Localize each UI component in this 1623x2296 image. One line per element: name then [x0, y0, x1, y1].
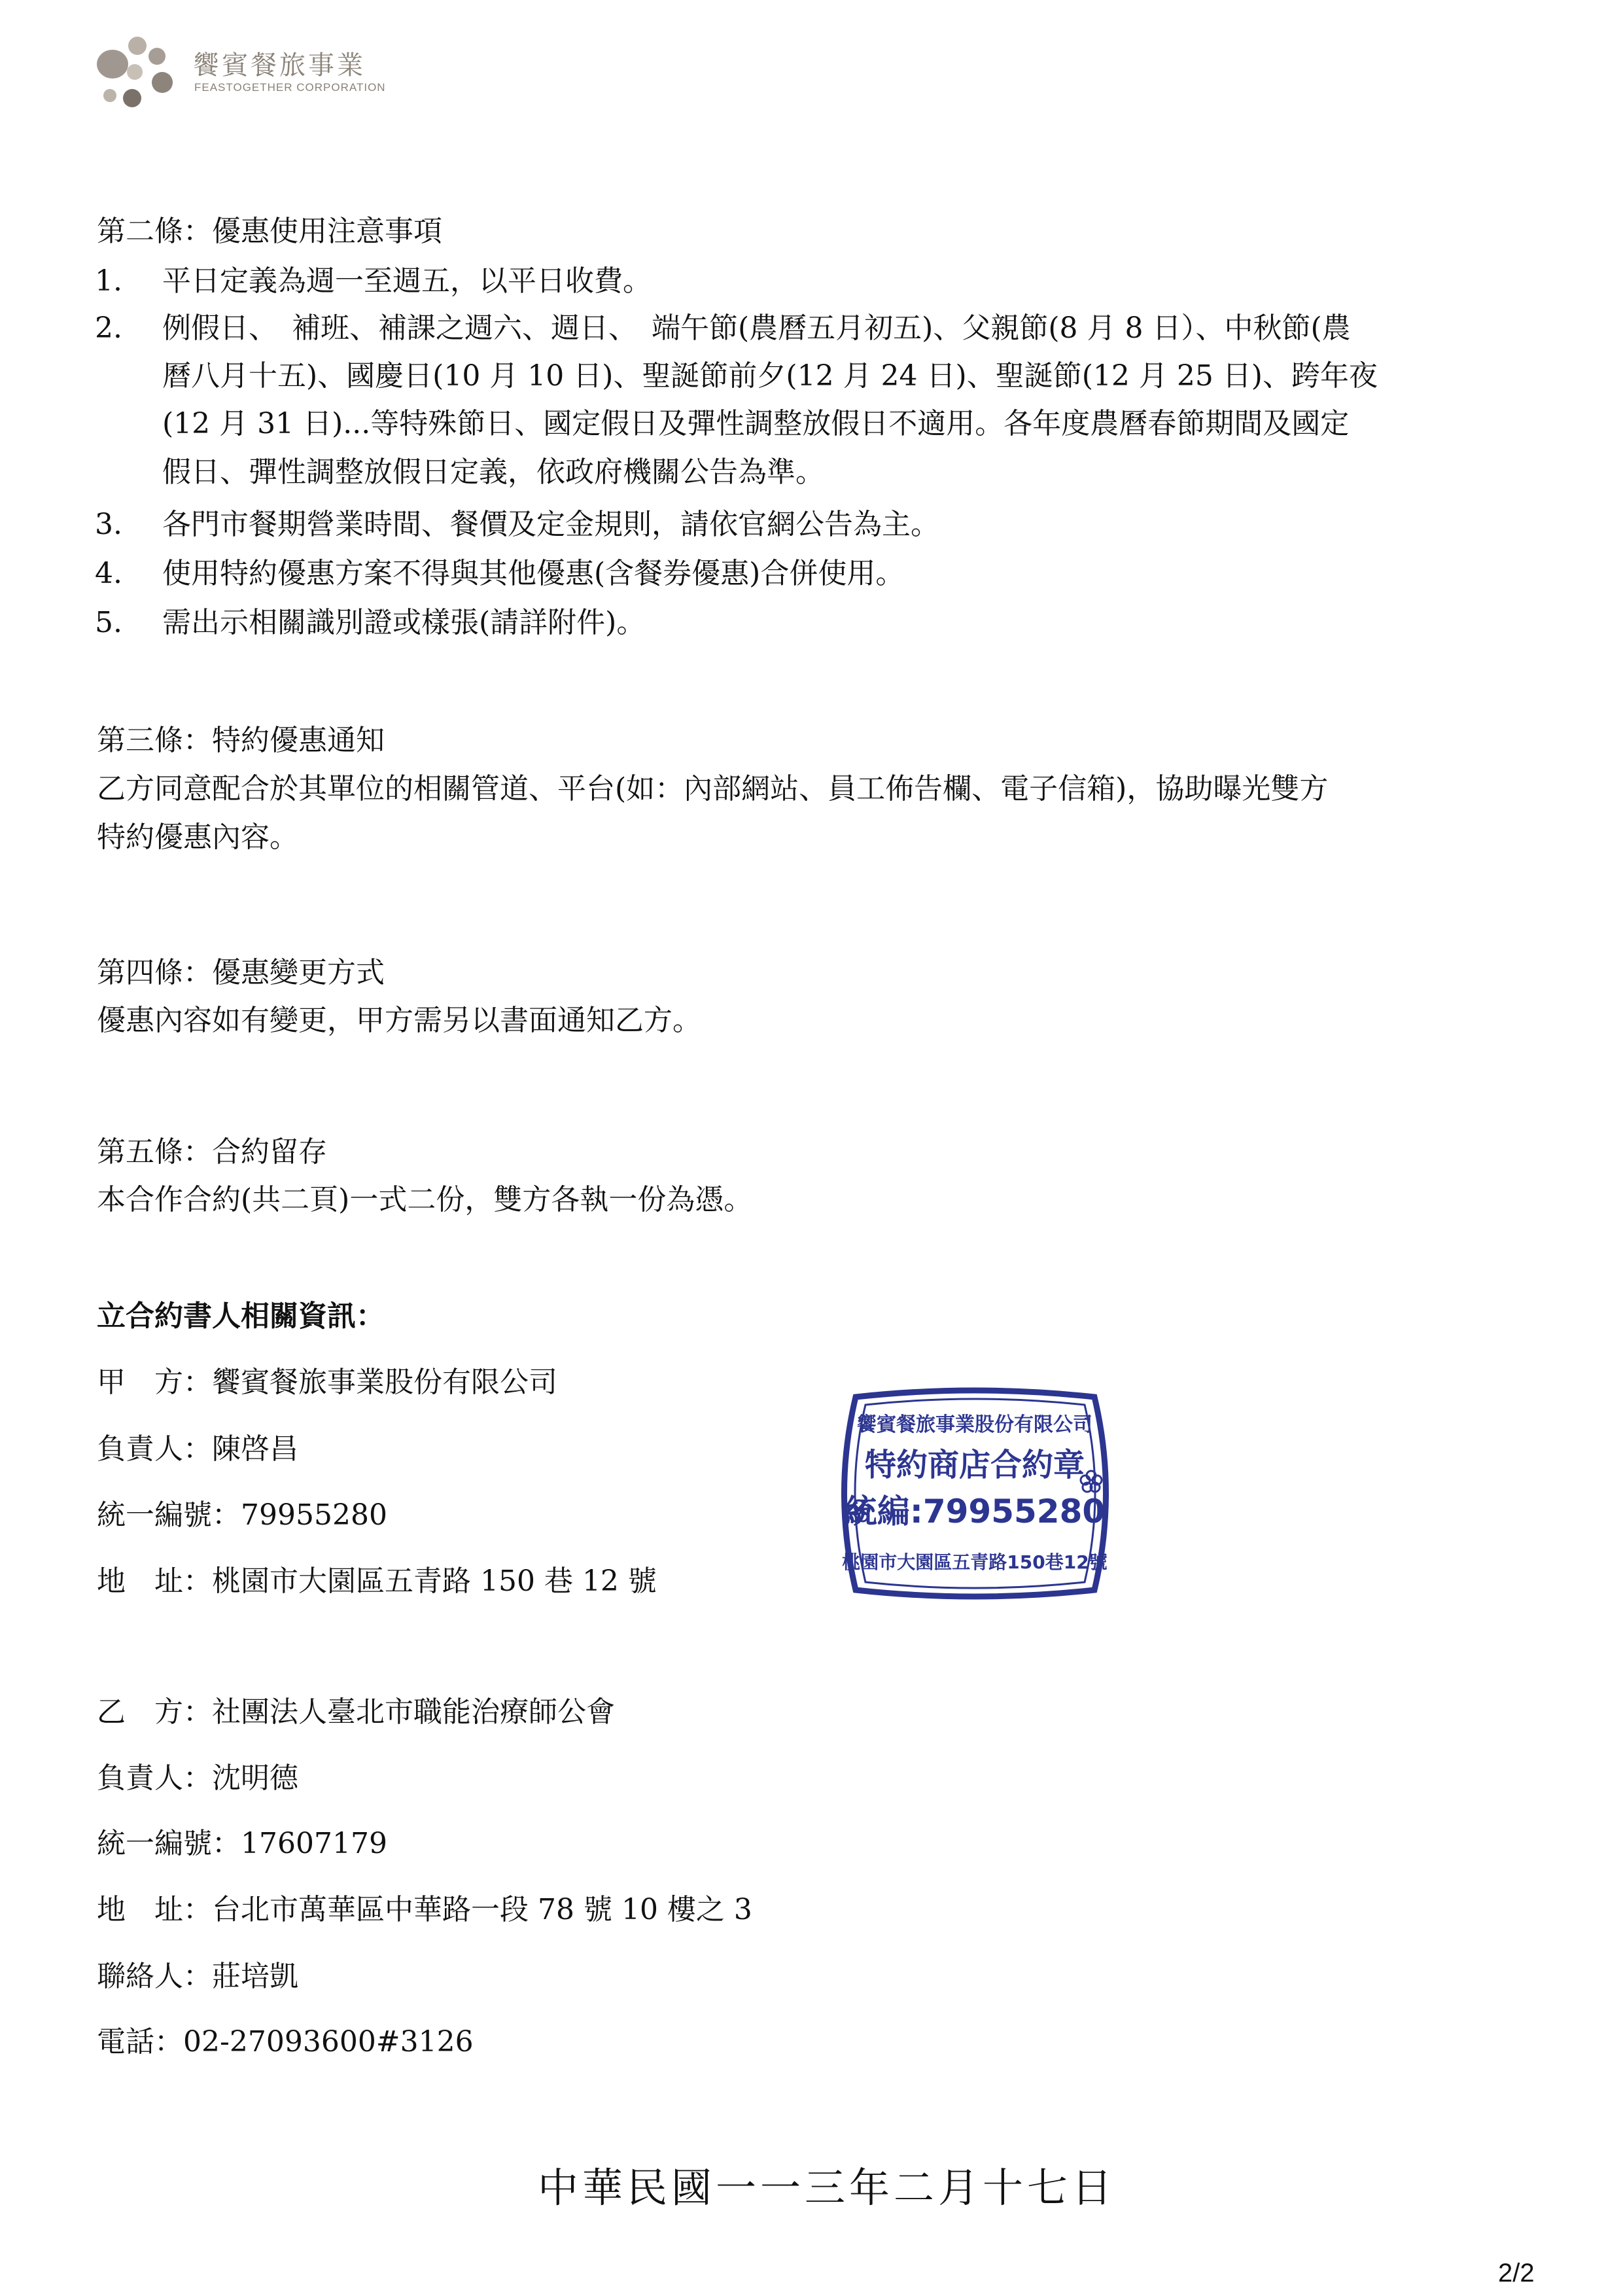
list-item-continuation: 曆八月十五)、國慶日(10 月 10 日)、聖誕節前夕(12 月 24 日)、聖誕節(12 月 25 日)、跨年夜	[162, 359, 1378, 393]
list-item-continuation: 假日、彈性調整放假日定義，依政府機關公告為準。	[162, 455, 824, 489]
article5-title: 第五條：合約留存	[97, 1135, 327, 1169]
article3-title: 第三條：特約優惠通知	[97, 724, 385, 757]
article4-text: 優惠內容如有變更，甲方需另以書面通知乙方。	[97, 1004, 701, 1037]
party-a-tax-id: 統一編號：79955280	[97, 1498, 387, 1532]
party-a-name: 甲 方：饗賓餐旅事業股份有限公司	[97, 1366, 557, 1399]
article3-text: 乙方同意配合於其單位的相關管道、平台(如：內部網站、員工佈告欄、電子信箱)，協助曝光雙方	[97, 772, 1329, 805]
party-a-rep: 負責人：陳啓昌	[97, 1432, 298, 1466]
list-item-continuation: (12 月 31 日)...等特殊節日、國定假日及彈性調整放假日不適用。各年度農曆春節期間及國定	[162, 407, 1350, 440]
company-stamp	[829, 1384, 1121, 1603]
list-number: 1.	[95, 264, 122, 298]
stamp-middle-text: 特約商店合約章	[864, 1447, 1085, 1483]
list-item: 例假日、 補班、補課之週六、週日、 端午節(農曆五月初五)、父親節(8 月 8 日）、中秋節(農	[162, 311, 1351, 345]
party-b-contact: 聯絡人：莊培凱	[97, 1960, 298, 1993]
stamp-bottom-text: 桃園市大園區五青路150巷12號	[842, 1551, 1108, 1573]
party-a-address: 地 址：桃園市大園區五青路 150 巷 12 號	[97, 1564, 657, 1598]
stamp-top-text: 饗賓餐旅事業股份有限公司	[857, 1413, 1092, 1436]
list-number: 2.	[95, 311, 122, 345]
company-name-en: FEASTOGETHER CORPORATION	[194, 81, 386, 94]
page-number: 2/2	[1498, 2259, 1535, 2287]
contract-date: 中華民國一一三年二月十七日	[538, 2164, 1117, 2212]
company-logo	[92, 31, 432, 116]
list-item: 平日定義為週一至週五，以平日收費。	[162, 264, 652, 298]
party-b-tax-id: 統一編號：17607179	[97, 1827, 387, 1860]
signatories-title: 立合約書人相關資訊：	[97, 1299, 385, 1333]
list-item: 各門市餐期營業時間、餐價及定金規則，請依官網公告為主。	[162, 508, 939, 541]
company-name-zh: 饗賓餐旅事業	[193, 50, 366, 80]
list-number: 3.	[95, 508, 122, 541]
article2-title: 第二條：優惠使用注意事項	[97, 215, 442, 248]
article4-title: 第四條：優惠變更方式	[97, 956, 385, 989]
list-item: 使用特約優惠方案不得與其他優惠(含餐券優惠)合併使用。	[162, 557, 905, 590]
logo-dots-icon	[92, 31, 190, 116]
party-b-phone: 電話：02-27093600#3126	[97, 2025, 474, 2058]
list-item: 需出示相關識別證或樣張(請詳附件)。	[162, 606, 646, 639]
article3-text: 特約優惠內容。	[97, 821, 298, 854]
party-b-address: 地 址：台北市萬華區中華路一段 78 號 10 樓之 3	[97, 1893, 752, 1926]
party-b-rep: 負責人：沈明德	[97, 1761, 298, 1795]
article5-text: 本合作合約(共二頁)一式二份，雙方各執一份為憑。	[97, 1183, 753, 1216]
party-b-name: 乙 方：社團法人臺北市職能治療師公會	[97, 1695, 615, 1729]
list-number: 5.	[95, 606, 122, 639]
stamp-tax-id-text: 統編:79955280	[844, 1492, 1106, 1530]
list-number: 4.	[95, 557, 122, 590]
